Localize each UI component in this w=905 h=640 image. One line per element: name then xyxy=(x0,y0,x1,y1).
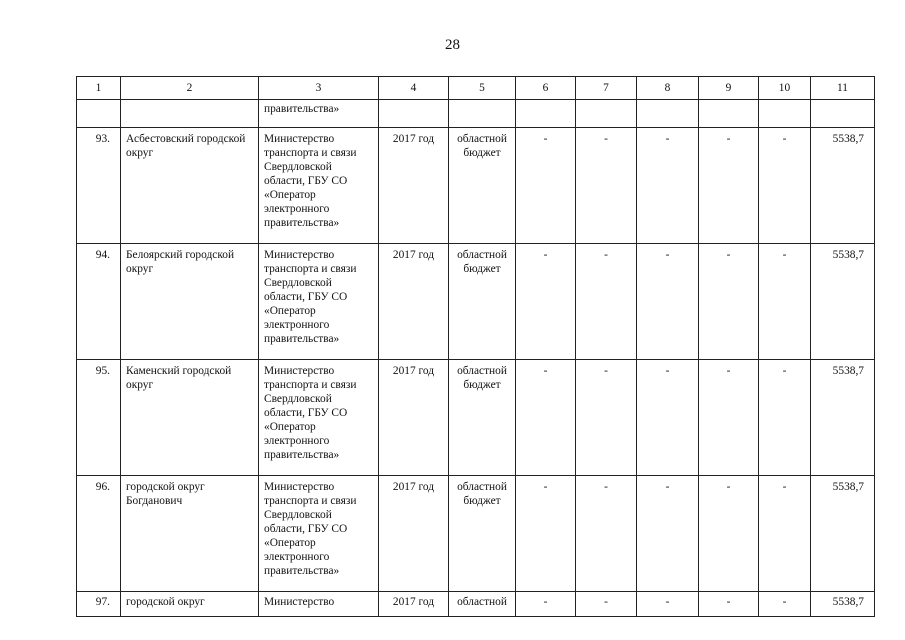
header-cell: 9 xyxy=(699,77,759,100)
header-cell: 11 xyxy=(811,77,875,100)
empty-cell xyxy=(516,100,576,128)
municipality-cell: Каменский городской округ xyxy=(121,360,259,476)
empty-cell xyxy=(77,100,121,128)
value-cell: - xyxy=(576,360,637,476)
municipality-cell: городской округ xyxy=(121,592,259,617)
row-number-cell: 97. xyxy=(77,592,121,617)
table-row xyxy=(77,128,875,244)
value-cell: - xyxy=(759,476,811,592)
row-number-cell: 93. xyxy=(77,128,121,244)
empty-cell xyxy=(811,100,875,128)
value-cell: - xyxy=(699,592,759,617)
source-cell: областной бюджет xyxy=(449,128,516,244)
value-cell: - xyxy=(516,244,576,360)
table-row xyxy=(77,360,875,476)
value-cell: - xyxy=(576,592,637,617)
header-cell: 7 xyxy=(576,77,637,100)
total-cell: 5538,7 xyxy=(811,592,875,617)
total-cell: 5538,7 xyxy=(811,128,875,244)
value-cell: - xyxy=(699,244,759,360)
total-cell: 5538,7 xyxy=(811,360,875,476)
executor-cell: Министерство xyxy=(259,592,379,617)
value-cell: - xyxy=(637,360,699,476)
value-cell: - xyxy=(576,244,637,360)
value-cell: - xyxy=(576,476,637,592)
row-number-cell: 95. xyxy=(77,360,121,476)
header-cell: 2 xyxy=(121,77,259,100)
year-cell: 2017 год xyxy=(379,476,449,592)
value-cell: - xyxy=(759,360,811,476)
value-cell: - xyxy=(699,476,759,592)
budget-table xyxy=(76,76,875,617)
value-cell: - xyxy=(637,476,699,592)
table-row xyxy=(77,592,875,617)
value-cell: - xyxy=(759,128,811,244)
value-cell: - xyxy=(637,128,699,244)
empty-cell xyxy=(576,100,637,128)
value-cell: - xyxy=(759,244,811,360)
value-cell: - xyxy=(759,592,811,617)
value-cell: - xyxy=(516,360,576,476)
year-cell: 2017 год xyxy=(379,360,449,476)
executor-cell: Министерство транспорта и связи Свердловской области, ГБУ СО «Оператор электронного правительства» xyxy=(259,360,379,476)
header-cell: 8 xyxy=(637,77,699,100)
executor-cell: Министерство транспорта и связи Свердловской области, ГБУ СО «Оператор электронного правительства» xyxy=(259,476,379,592)
year-cell: 2017 год xyxy=(379,128,449,244)
header-row xyxy=(77,77,875,100)
header-cell: 1 xyxy=(77,77,121,100)
empty-cell xyxy=(699,100,759,128)
executor-cell: Министерство транспорта и связи Свердловской области, ГБУ СО «Оператор электронного правительства» xyxy=(259,128,379,244)
value-cell: - xyxy=(637,592,699,617)
header-cell: 6 xyxy=(516,77,576,100)
value-cell: - xyxy=(516,592,576,617)
value-cell: - xyxy=(516,128,576,244)
source-cell: областной бюджет xyxy=(449,476,516,592)
page-number: 28 xyxy=(445,37,460,53)
continuation-row xyxy=(77,100,875,128)
table-row xyxy=(77,476,875,592)
source-cell: областной бюджет xyxy=(449,360,516,476)
municipality-cell: городской округ Богданович xyxy=(121,476,259,592)
value-cell: - xyxy=(699,128,759,244)
empty-cell xyxy=(379,100,449,128)
empty-cell xyxy=(449,100,516,128)
year-cell: 2017 год xyxy=(379,244,449,360)
year-cell: 2017 год xyxy=(379,592,449,617)
municipality-cell: Белоярский городской округ xyxy=(121,244,259,360)
empty-cell xyxy=(121,100,259,128)
source-cell: областной xyxy=(449,592,516,617)
total-cell: 5538,7 xyxy=(811,476,875,592)
header-cell: 4 xyxy=(379,77,449,100)
value-cell: - xyxy=(699,360,759,476)
municipality-cell: Асбестовский городской округ xyxy=(121,128,259,244)
value-cell: - xyxy=(637,244,699,360)
empty-cell xyxy=(637,100,699,128)
value-cell: - xyxy=(516,476,576,592)
source-cell: областной бюджет xyxy=(449,244,516,360)
header-cell: 3 xyxy=(259,77,379,100)
total-cell: 5538,7 xyxy=(811,244,875,360)
header-cell: 5 xyxy=(449,77,516,100)
continuation-executor-cell: правительства» xyxy=(259,100,379,128)
table-row xyxy=(77,244,875,360)
empty-cell xyxy=(759,100,811,128)
executor-cell: Министерство транспорта и связи Свердловской области, ГБУ СО «Оператор электронного правительства» xyxy=(259,244,379,360)
row-number-cell: 96. xyxy=(77,476,121,592)
value-cell: - xyxy=(576,128,637,244)
header-cell: 10 xyxy=(759,77,811,100)
row-number-cell: 94. xyxy=(77,244,121,360)
